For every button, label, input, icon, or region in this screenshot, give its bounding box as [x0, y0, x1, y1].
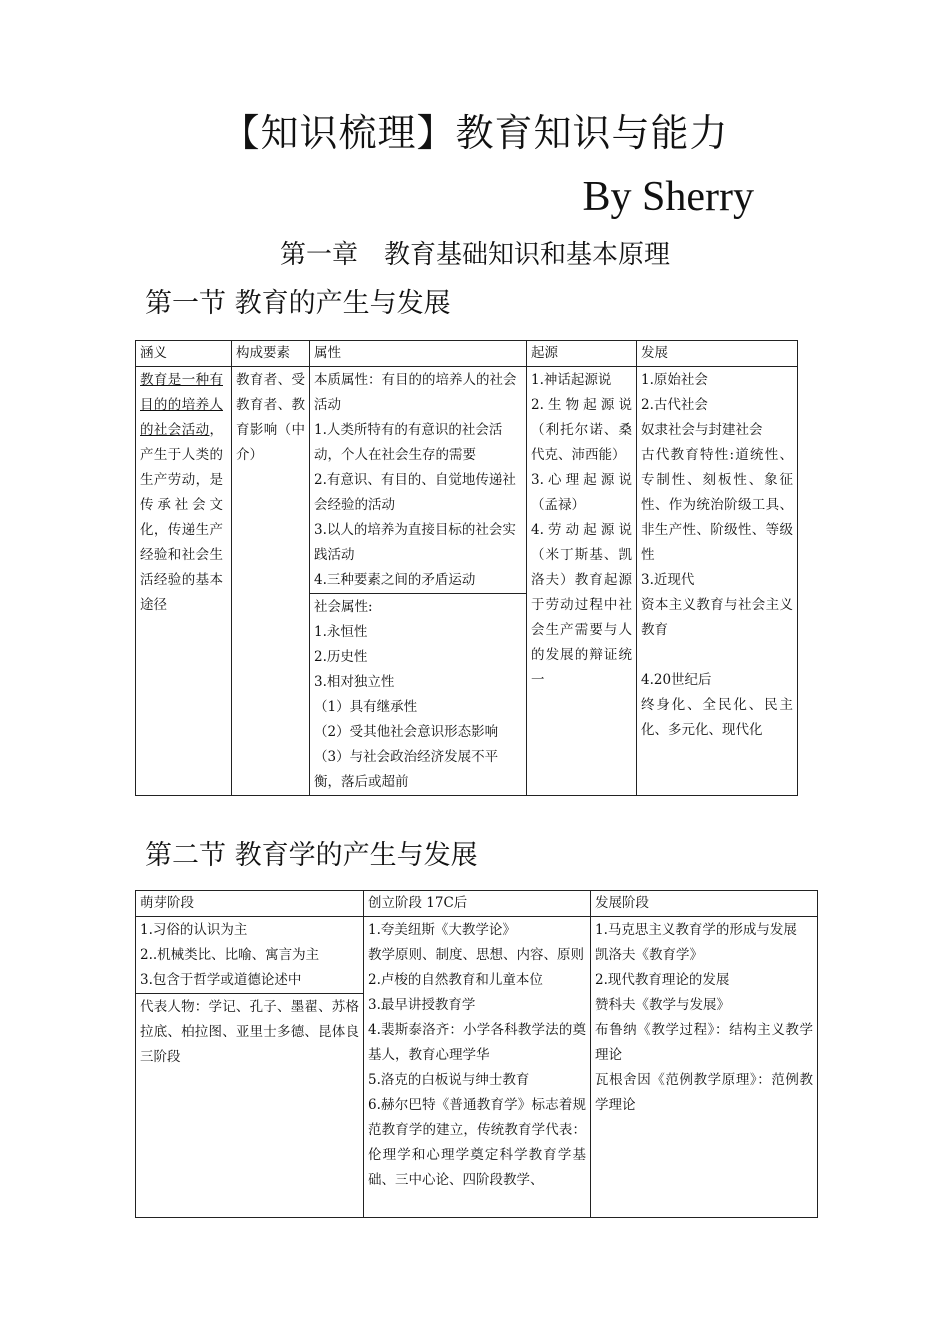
dev-line: 古代教育特性:道统性、专制性、刻板性、象征性、作为统治阶级工具、非生产性、阶级性、等级性 [641, 447, 793, 563]
col-header-founding: 创立阶段 17C后 [364, 891, 591, 917]
dev-line: 4.20世纪后 [641, 672, 712, 688]
origin-line: 3.心理起源说（孟禄） [531, 472, 632, 513]
meaning-definition: 教育是一种有目的的培养人的社会活动 [140, 372, 223, 438]
founding-line: 1.夸美纽斯《大教学论》 [368, 922, 516, 938]
col-header-meaning: 涵义 [136, 341, 232, 367]
col-header-sprout: 萌芽阶段 [136, 891, 364, 917]
col-header-origin: 起源 [527, 341, 637, 367]
social-line: 3.相对独立性 [314, 674, 395, 690]
founding-line: 6.赫尔巴特《普通教育学》标志着规范教育学的建立，传统教育学代表：伦理学和心理学奠定科学教育学基础、三中心论、四阶段教学、 [368, 1097, 586, 1188]
social-line: 社会属性: [314, 599, 373, 615]
col-header-development: 发展 [637, 341, 798, 367]
section1-heading: 第一节 教育的产生与发展 [145, 288, 451, 319]
col-header-attributes: 属性 [310, 341, 527, 367]
meaning-cell [136, 367, 232, 796]
founding-line: 4.裴斯泰洛齐：小学各科教学法的奠基人，教育心理学华 [368, 1022, 586, 1063]
dev-line: 1.原始社会 [641, 372, 708, 388]
social-line: （3）与社会政治经济发展不平衡，落后或超前 [314, 749, 499, 790]
dev-line: 资本主义教育与社会主义教育 [641, 597, 793, 638]
social-line: （2）受其他社会意识形态影响 [314, 724, 499, 740]
attr-line: 3.以人的培养为直接目标的社会实践活动 [314, 522, 516, 563]
origin-cell [527, 367, 637, 796]
meaning-description: ，产生于人类的生产劳动，是传承社会文化，传递生产经验和社会生活经验的基本途径 [140, 422, 223, 613]
education-origin-table [135, 340, 798, 796]
essential-attributes-cell [310, 367, 527, 594]
developing-line: 布鲁纳《教学过程》：结构主义教学理论 [595, 1022, 813, 1063]
developing-line: 凯洛夫《教育学》 [595, 947, 703, 963]
author-byline: By Sherry [582, 174, 754, 220]
founding-line: 3.最早讲授教育学 [368, 997, 476, 1013]
developing-cell [591, 917, 818, 1218]
social-line: 2.历史性 [314, 649, 368, 665]
dev-line [641, 643, 793, 668]
col-header-elements: 构成要素 [232, 341, 310, 367]
dev-line: 奴隶社会与封建社会 [641, 422, 763, 438]
col-header-developing: 发展阶段 [591, 891, 818, 917]
attr-line: 4.三种要素之间的矛盾运动 [314, 572, 476, 588]
origin-line: 1.神话起源说 [531, 372, 612, 388]
document-title: 【知识梳理】教育知识与能力 [221, 111, 729, 155]
sprout-representatives-cell: 代表人物：学记、孔子、墨翟、苏格拉底、柏拉图、亚里士多德、昆体良三阶段 [136, 994, 364, 1218]
development-cell [637, 367, 798, 796]
sprout-features-cell [136, 917, 364, 994]
founding-line: 教学原则、制度、思想、内容、原则 [368, 947, 584, 963]
sprout-line: 1.习俗的认识为主 [140, 922, 248, 938]
dev-line: 终身化、全民化、民主化、多元化、现代化 [641, 697, 793, 738]
developing-line: 1.马克思主义教育学的形成与发展 [595, 922, 797, 938]
pedagogy-history-table [135, 890, 818, 1218]
social-attributes-cell [310, 594, 527, 796]
sprout-line: 3.包含于哲学或道德论述中 [140, 972, 302, 988]
social-line: （1）具有继承性 [314, 699, 418, 715]
social-line: 1.永恒性 [314, 624, 368, 640]
sprout-line: 2..机械类比、比喻、寓言为主 [140, 947, 320, 963]
elements-cell: 教育者、受教育者、教育影响（中介） [232, 367, 310, 796]
developing-line: 2.现代教育理论的发展 [595, 972, 730, 988]
attr-line: 2.有意识、有目的、自觉地传递社会经验的活动 [314, 472, 516, 513]
founding-line: 2.卢梭的自然教育和儿童本位 [368, 972, 543, 988]
developing-line: 瓦根舍因《范例教学原理》：范例教学理论 [595, 1072, 813, 1113]
dev-line: 2.古代社会 [641, 397, 708, 413]
origin-line: 4.劳动起源说（米丁斯基、凯洛夫）教育起源于劳动过程中社会生产需要与人的发展的辩证统一 [531, 522, 632, 688]
chapter-heading: 第一章 教育基础知识和基本原理 [279, 240, 670, 270]
attr-line: 本质属性：有目的的培养人的社会活动 [314, 372, 517, 413]
origin-line: 2.生物起源说（利托尔诺、桑代克、沛西能） [531, 397, 632, 463]
dev-line: 3.近现代 [641, 572, 695, 588]
developing-line: 赞科夫《教学与发展》 [595, 997, 730, 1013]
section2-heading: 第二节 教育学的产生与发展 [145, 840, 478, 871]
founding-line: 5.洛克的白板说与绅士教育 [368, 1072, 530, 1088]
founding-cell [364, 917, 591, 1218]
attr-line: 1.人类所特有的有意识的社会活动，个人在社会生存的需要 [314, 422, 503, 463]
